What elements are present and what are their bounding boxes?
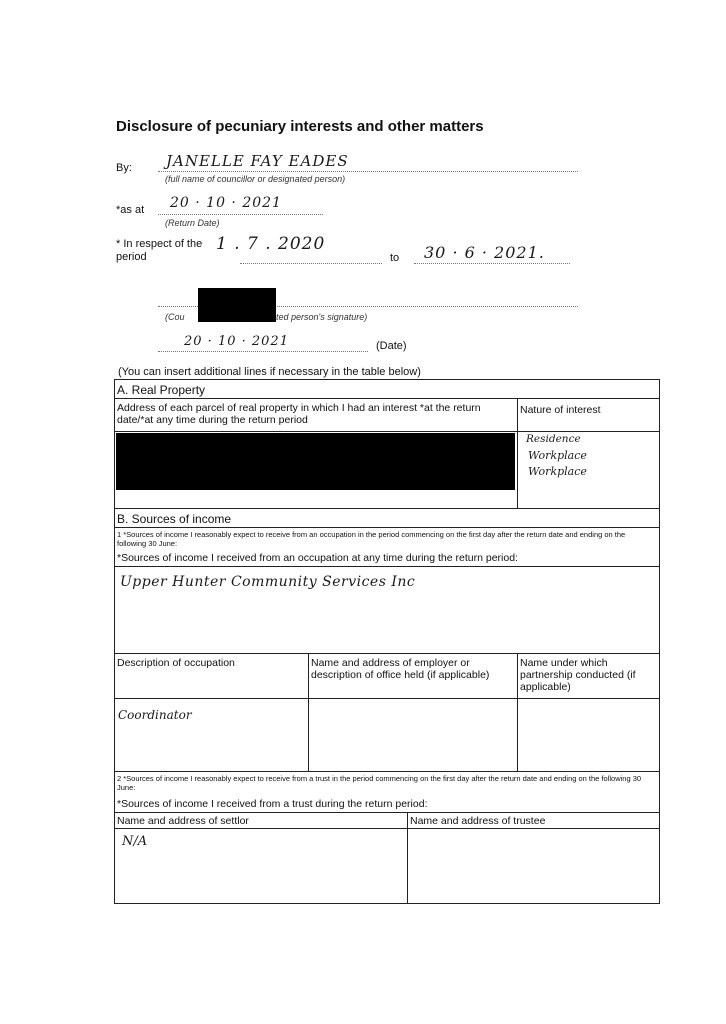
income-item1-main: *Sources of income I received from an occupation at any time during the return period: <box>117 552 518 564</box>
settlor-col-label: Name and address of settlor <box>117 815 249 827</box>
partnership-cell <box>517 698 660 772</box>
employer-col-label: Name and address of employer or description of office held (if applicable) <box>311 657 490 681</box>
nature-value-3: Workplace <box>528 465 587 478</box>
employer-cell <box>308 698 518 772</box>
redacted-signature <box>198 288 276 322</box>
nature-value-1: Residence <box>526 433 581 445</box>
period-label-1: * In respect of the <box>116 238 203 250</box>
description-col-label: Description of occupation <box>117 657 235 669</box>
income-heading: B. Sources of income <box>117 512 232 526</box>
period-from-line <box>240 263 382 264</box>
signature-caption-left: (Cou <box>165 312 185 322</box>
page-title: Disclosure of pecuniary interests and other matters <box>116 118 484 135</box>
signature-date-line <box>158 351 368 352</box>
nature-value-2: Workplace <box>528 449 587 462</box>
partnership-col-label: Name under which partnership conducted (if applicable) <box>520 657 636 693</box>
period-from: 1 . 7 . 2020 <box>216 234 326 254</box>
as-at-label: *as at <box>116 204 145 216</box>
income-item2-small: 2 *Sources of income I reasonably expect to receive from a trust in the period commencing on the first day after the return date and ending on the following 30 June: <box>117 774 642 792</box>
signature-date-label: (Date) <box>376 340 407 352</box>
insert-note: (You can insert additional lines if necessary in the table below) <box>118 366 421 378</box>
period-label-2: period <box>116 251 147 263</box>
occupation-value: Coordinator <box>118 708 192 722</box>
by-label: By: <box>116 162 132 174</box>
by-caption: (full name of councillor or designated person) <box>165 174 346 184</box>
trustee-cell <box>407 828 660 904</box>
income-item1-value: Upper Hunter Community Services Inc <box>120 574 416 590</box>
as-at-line <box>158 214 323 215</box>
settlor-cell <box>114 828 408 904</box>
income-item2-main: *Sources of income I received from a trust during the return period: <box>117 798 428 810</box>
redacted-address <box>116 433 515 490</box>
as-at-value: 20 · 10 · 2021 <box>170 195 282 211</box>
period-to-label: to <box>390 252 400 264</box>
period-to-line <box>414 263 570 264</box>
nature-col-label: Nature of interest <box>520 404 601 416</box>
real-property-heading: A. Real Property <box>117 383 206 397</box>
settlor-value: N/A <box>122 834 148 849</box>
as-at-caption: (Return Date) <box>165 218 220 228</box>
address-col-label: Address of each parcel of real property in which I had an interest *at the return date/*at any time during the return period <box>117 402 481 426</box>
signature-date: 20 · 10 · 2021 <box>184 334 289 349</box>
by-line <box>158 171 578 172</box>
trustee-col-label: Name and address of trustee <box>410 815 546 827</box>
income-item1-small: 1 *Sources of income I reasonably expect to receive from an occupation in the period commencing on the first day after the return date and ending on the following 30 June: <box>117 530 626 548</box>
by-value: JANELLE FAY EADES <box>166 152 349 170</box>
period-to: 30 · 6 · 2021. <box>424 243 545 262</box>
signature-caption-right: ted person's signature) <box>276 312 368 322</box>
